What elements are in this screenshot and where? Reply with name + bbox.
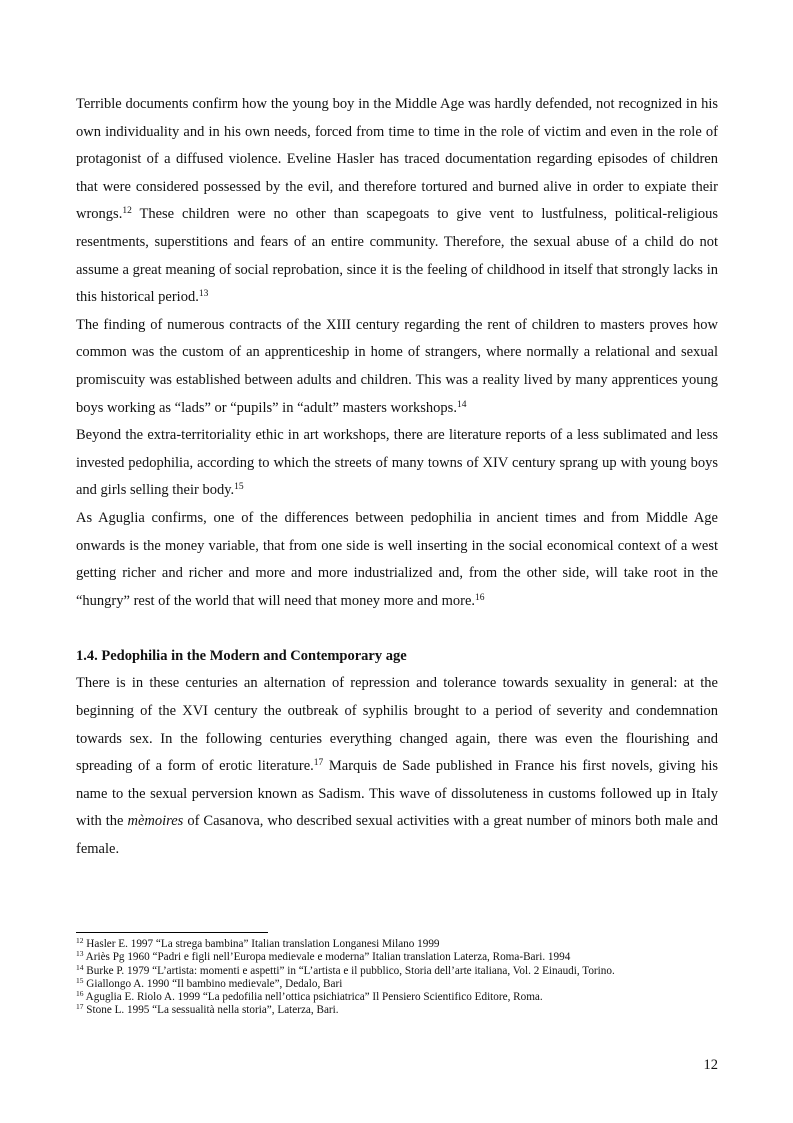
paragraph-text: Marquis de Sade published in France his first novels, giving his name to the sexual perversion known as Sadism. This wave of dissoluteness in customs followed up in Italy with the — [76, 758, 718, 830]
footnote-number: 15 — [76, 975, 84, 985]
paragraph-text: These children were no other than scapegoats to give vent to lustfulness, political-religious resentments, superstitions and fears of an entire community. Therefore, the sexual abuse of a child do not assume a great meaning of social reprobation, since it is the feeling of childhood in itself that strongly lacks in this historical period. — [76, 206, 718, 306]
footnote-text: Ariès Pg 1960 “Padri e figli nell’Europa medievale e moderna” Italian translation Laterza, Roma-Bari. 1994 — [83, 951, 571, 964]
footnote-ref-16[interactable]: 16 — [475, 592, 485, 603]
footnote-13 — [76, 951, 718, 964]
paragraph-apprenticeship — [76, 312, 718, 422]
footnote-number: 17 — [76, 1002, 84, 1012]
footnote-15 — [76, 975, 718, 991]
footnote-17 — [76, 1004, 718, 1017]
section-heading: 1.4. Pedophilia in the Modern and Contemporary age — [76, 647, 407, 664]
paragraph-text: of Casanova, who described sexual activities with a great number of minors both male and female. — [76, 813, 718, 858]
paragraph-medieval-abuse — [76, 91, 718, 312]
footnote-16 — [76, 991, 718, 1004]
footnote-number: 16 — [76, 989, 84, 999]
page-body — [76, 91, 718, 864]
footnotes — [76, 938, 718, 1018]
paragraph-modern-age — [76, 670, 718, 863]
footnote-text: Giallongo A. 1990 “Il bambino medievale”, Dedalo, Bari — [83, 977, 343, 990]
footnote-number: 13 — [76, 949, 84, 959]
footnote-number: 14 — [76, 962, 84, 972]
paragraph-text: There is in these centuries an alternation of repression and tolerance towards sexuality in general: at the beginning of the XVI century the outbreak of syphilis brought to a period of severity and condemnation towards sex. In the following centuries everything changed again, there was even the flourishing and spreading of a form of erotic literature. — [76, 675, 718, 775]
footnote-ref-12[interactable]: 12 — [122, 206, 132, 217]
paragraph-money-variable — [76, 505, 718, 615]
footnote-text: Stone L. 1995 “La sessualità nella storia”, Laterza, Bari. — [83, 1004, 339, 1017]
footnote-ref-13[interactable]: 13 — [198, 289, 209, 300]
footnote-text: Aguglia E. Riolo A. 1999 “La pedofilia nell’ottica psichiatrica” Il Pensiero Scientifico Editore, Roma. — [83, 991, 543, 1004]
paragraph-text: As Aguglia confirms, one of the differences between pedophilia in ancient times and from Middle Age onwards is the money variable, that from one side is well inserting in the social economical context of a west getting richer and richer and more and more industrialized and, from the other side, will take root in the “hungry” rest of the world that will need that money more and more. — [76, 509, 718, 609]
footnote-separator — [76, 932, 268, 933]
footnote-12 — [76, 938, 718, 951]
footnote-text: Burke P. 1979 “L’artista: momenti e aspetti” in “L’artista e il pubblico, Storia dell’arte italiana, Vol. 2 Einaudi, Torino. — [83, 964, 615, 977]
main-text — [76, 91, 718, 864]
italic-term: mèmoires — [127, 813, 184, 830]
footnote-ref-14[interactable]: 14 — [456, 399, 467, 410]
footnote-text: Hasler E. 1997 “La strega bambina” Italian translation Longanesi Milano 1999 — [83, 938, 440, 950]
paragraph-text: Beyond the extra-territoriality ethic in art workshops, there are literature reports of a less sublimated and less invested pedophilia, according to which the streets of many towns of XIV century sprang up with young boys and girls selling their body. — [76, 427, 718, 499]
footnote-ref-17[interactable]: 17 — [313, 758, 324, 769]
paragraph-text: The finding of numerous contracts of the XIII century regarding the rent of children to masters proves how common was the custom of an apprenticeship in home of strangers, where normally a relational and sexual promiscuity was established between adults and children. This was a reality lived by many apprentices young boys working as “lads” or “pupils” in “adult” masters workshops. — [76, 316, 718, 416]
paragraph-street-pedophilia — [76, 422, 718, 505]
paragraph-text: Terrible documents confirm how the young boy in the Middle Age was hardly defended, not recognized in his own individuality and in his own needs, forced from time to time in the role of victim and even in the role of protagonist of a diffused violence. Eveline Hasler has traced documentation regarding episodes of children that were considered possessed by the evil, and therefore tortured and burned alive in order to expiate their wrongs. — [76, 96, 718, 223]
page-number: 12 — [703, 1057, 718, 1073]
footnote-number: 12 — [76, 936, 84, 945]
footnote-ref-15[interactable]: 15 — [234, 482, 244, 493]
footnote-14 — [76, 962, 718, 978]
